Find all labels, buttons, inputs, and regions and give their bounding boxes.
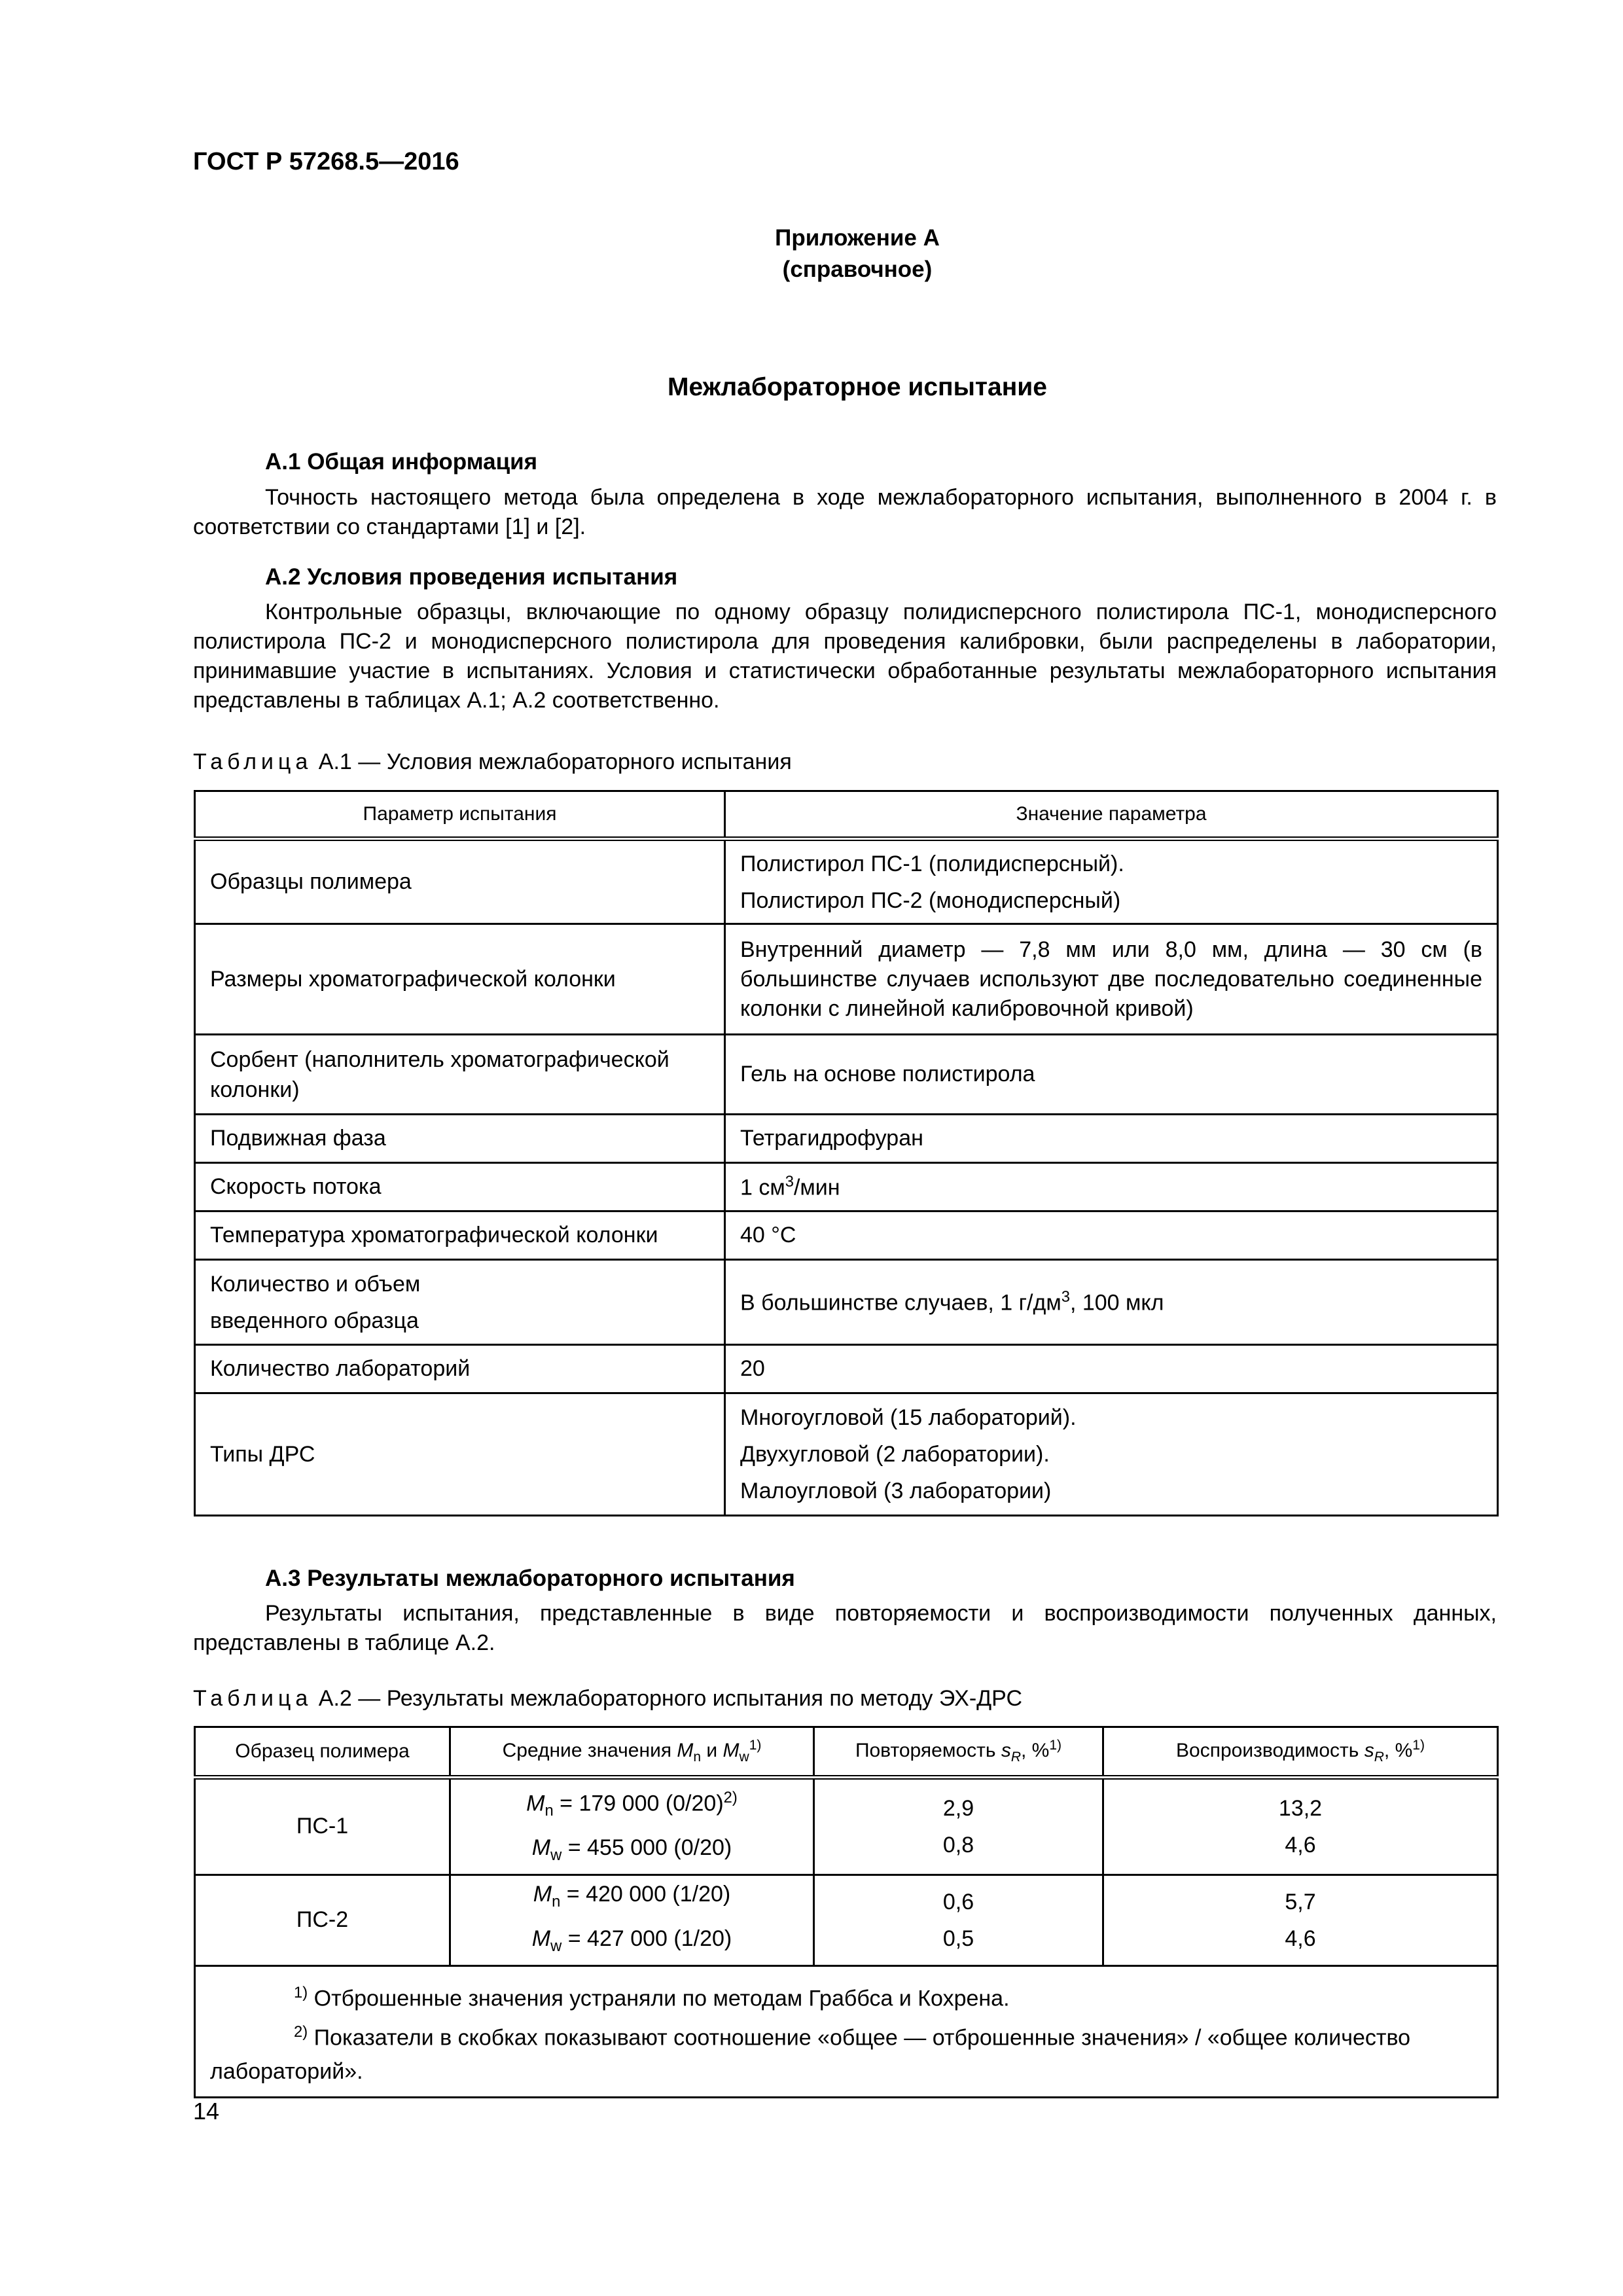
appendix-title: Приложение А [775,225,940,251]
superscript: 3 [785,1173,794,1191]
footnote-mark: 1) [1049,1738,1062,1753]
param-cell: Температура хроматографической колонки [195,1211,725,1260]
column-header-reproducibility [1103,1727,1498,1778]
table1-caption-label: Таблица [193,749,313,774]
param-line: введенного образца [210,1308,419,1333]
table-notes-row [195,1965,1498,2098]
document-title: Межлабораторное испытание [668,373,1047,401]
table-row [195,1035,1498,1115]
symbol-m: M [677,1740,694,1761]
footnote-2 [210,2015,1482,2089]
table2-caption [193,1686,1022,1712]
page-number: 14 [193,2098,220,2125]
symbol-m: M [531,1835,551,1861]
value-cell: 40 °С [725,1211,1498,1260]
value-line: Двухугловой (2 лаборатории). [740,1442,1050,1467]
value-cell [725,1163,1498,1211]
mw-value: = 427 000 (1/20) [562,1926,732,1951]
footnote-1 [210,1976,1482,2015]
value-cell [725,839,1498,924]
value-text: 1 см [740,1175,785,1200]
subscript: w [739,1749,749,1765]
mn-value: = 179 000 (0/20) [553,1791,724,1816]
reproducibility-value: 13,2 [1278,1795,1323,1821]
param-cell: Скорость потока [195,1163,725,1211]
table-header-row [195,791,1498,839]
means-cell [450,1778,814,1875]
repeatability-value: 0,6 [942,1889,974,1914]
value-cell [725,1260,1498,1345]
subscript: n [552,1892,561,1910]
section-a1-heading: А.1 Общая информация [265,449,538,475]
param-cell: Типы ДРС [195,1393,725,1516]
table-header-row [195,1727,1498,1778]
column-header-means [450,1727,814,1778]
document-code: ГОСТ Р 57268.5—2016 [193,148,459,175]
repeatability-value: 2,9 [942,1795,974,1821]
reproducibility-cell [1103,1778,1498,1875]
superscript: 3 [1061,1288,1070,1306]
footnote-mark: 1) [294,1983,308,2001]
value-line: Полистирол ПС-2 (монодисперсный) [740,888,1121,913]
column-header-sample: Образец полимера [195,1727,450,1778]
column-header-parameter: Параметр испытания [195,791,725,839]
table-row [195,924,1498,1035]
repeatability-cell [814,1778,1103,1875]
table-row [195,1115,1498,1163]
column-header-value: Значение параметра [725,791,1498,839]
symbol-s: s [1001,1740,1011,1761]
footnote-mark: 2) [294,2022,308,2041]
footnote-mark: 1) [749,1738,762,1753]
reproducibility-value: 4,6 [1285,1832,1316,1857]
table2-caption-text: А.2 — Результаты межлабораторного испытания по методу ЭХ-ДРС [318,1686,1023,1711]
section-a2-text: Контрольные образцы, включающие по одному образцу полидисперсного полистирола ПС-1, монодисперсного полистирола ПС-2 и монодисперсного полистирола для проведения калибровки, были распределены в лаборатории, принимавшие участие в испытаниях. Условия и статистически обработанные результаты межлабораторного испытания представлены в таблицах А.1; А.2 соответственно. [193,600,1497,713]
param-cell: Подвижная фаза [195,1115,725,1163]
param-cell [195,1260,725,1345]
table-notes [195,1965,1498,2098]
header-text: и [701,1740,723,1761]
appendix-heading [694,223,1021,285]
symbol-m: M [722,1740,740,1761]
header-text: , % [1021,1740,1050,1761]
section-a1-text: Точность настоящего метода была определена в ходе межлабораторного испытания, выполненного в 2004 г. в соответствии со стандартами [1] и [2]. [193,485,1497,539]
value-text: , 100 мкл [1069,1290,1164,1316]
value-cell: Гель на основе полистирола [725,1035,1498,1115]
section-a3-text: Результаты испытания, представленные в виде повторяемости и воспроизводимости полученных данных, представлены в таблице А.2. [193,1601,1497,1655]
subscript: n [544,1802,554,1820]
symbol-m: M [526,1791,545,1816]
table-row [195,1345,1498,1393]
value-cell [725,1393,1498,1516]
symbol-s: s [1364,1740,1374,1761]
reproducibility-value: 4,6 [1285,1926,1316,1951]
mw-line [455,1829,809,1874]
value-cell: Внутренний диаметр — 7,8 мм или 8,0 мм, длина — 30 см (в большинстве случаев используют две последовательно соединенные колонки с линейной калибровочной кривой) [725,924,1498,1035]
table2-caption-label: Таблица [193,1686,313,1711]
subscript: R [1010,1749,1022,1765]
repeatability-value: 0,5 [942,1926,974,1951]
table-row [195,1163,1498,1211]
table-row [195,1211,1498,1260]
subscript: w [550,1937,562,1955]
table-row [195,1874,1498,1965]
repeatability-value: 0,8 [942,1832,974,1857]
table1-caption-text: А.1 — Условия межлабораторного испытания [318,749,792,774]
symbol-m: M [531,1926,551,1951]
header-text: Повторяемость [855,1740,1001,1761]
reproducibility-value: 5,7 [1285,1889,1316,1914]
value-text: /мин [793,1175,840,1200]
table-row [195,1393,1498,1516]
value-cell: 20 [725,1345,1498,1393]
header-text: Средние значения [502,1740,677,1761]
means-cell [450,1874,814,1965]
column-header-repeatability [814,1727,1103,1778]
table-row [195,1778,1498,1875]
param-line: Количество и объем [210,1271,421,1297]
footnote-text: Показатели в скобках показывают соотношение «общее — отброшенные значения» / «общее количество лабораторий». [210,2025,1411,2085]
conditions-table [194,790,1499,1516]
value-line: Малоугловой (3 лаборатории) [740,1479,1052,1503]
results-table [194,1726,1499,2098]
subscript: R [1374,1749,1384,1765]
appendix-type: (справочное) [782,257,933,282]
mn-value: = 420 000 (1/20) [560,1881,731,1907]
table1-caption [193,749,792,775]
section-a3-heading: А.3 Результаты межлабораторного испытания [265,1566,795,1591]
footnote-text: Отброшенные значения устраняли по методам Граббса и Кохрена. [308,1985,1010,2011]
value-line: Многоугловой (15 лабораторий). [740,1405,1077,1430]
symbol-m: M [533,1881,552,1907]
mn-line [455,1876,809,1920]
sample-cell: ПС-2 [195,1874,450,1965]
param-cell: Сорбент (наполнитель хроматографической колонки) [195,1035,725,1115]
footnote-mark: 2) [723,1789,738,1806]
value-cell: Тетрагидрофуран [725,1115,1498,1163]
param-cell: Размеры хроматографической колонки [195,924,725,1035]
repeatability-cell [814,1874,1103,1965]
subscript: w [550,1846,562,1864]
section-a2-heading: А.2 Условия проведения испытания [265,564,678,590]
param-cell: Образцы полимера [195,839,725,924]
footnote-mark: 1) [1412,1738,1425,1753]
table-row [195,1260,1498,1345]
mn-line [455,1780,809,1829]
reproducibility-cell [1103,1874,1498,1965]
header-text: , % [1383,1740,1413,1761]
sample-cell: ПС-1 [195,1778,450,1875]
header-text: Воспроизводимость [1176,1740,1364,1761]
value-text: В большинстве случаев, 1 г/дм [740,1290,1061,1316]
param-cell: Количество лабораторий [195,1345,725,1393]
table-row [195,839,1498,924]
value-line: Полистирол ПС-1 (полидисперсный). [740,851,1124,876]
mw-line [455,1920,809,1965]
subscript: n [693,1749,702,1765]
mw-value: = 455 000 (0/20) [562,1835,732,1861]
